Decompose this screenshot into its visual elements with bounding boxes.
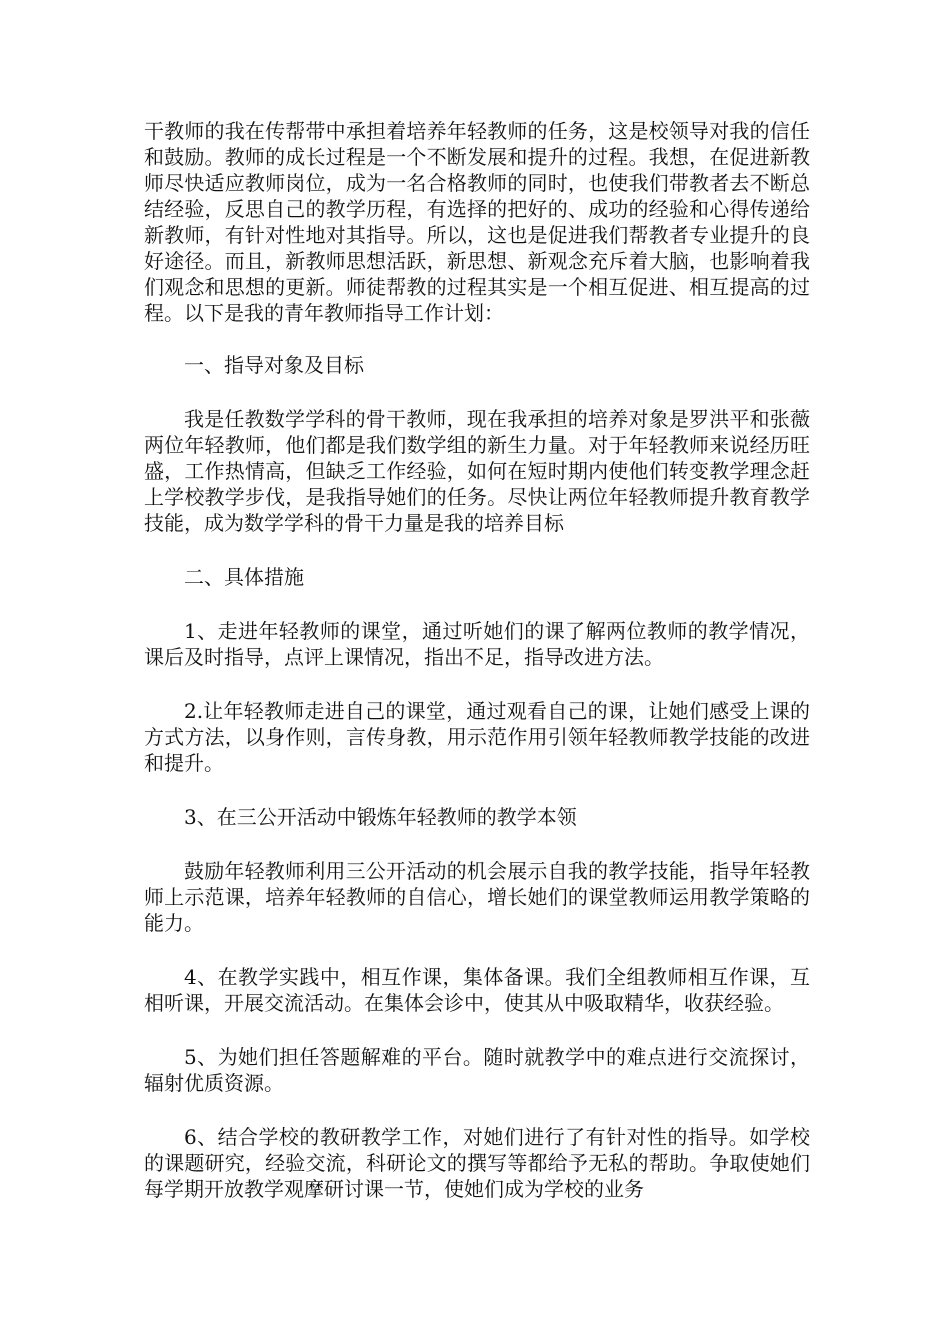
section-heading-measures: 二、具体措施 xyxy=(184,565,304,589)
targets-paragraph: 我是任教数学学科的骨干教师，现在我承担的培养对象是罗洪平和张薇两位年轻教师，他们都是我们数学组的新生力量。对于年轻教师来说经历旺盛，工作热情高，但缺乏工作经验，如何在短时期内使他们转变教学理念赶上学校教学步伐，是我指导她们的任务。尽快让两位年轻教师提升教育教学技能，成为数学学科的骨干力量是我的培养目标 xyxy=(144,407,810,535)
measure-item-3-body: 鼓励年轻教师利用三公开活动的机会展示自我的教学技能，指导年轻教师上示范课，培养年轻教师的自信心，增长她们的课堂教师运用教学策略的能力。 xyxy=(144,859,810,935)
intro-paragraph: 干教师的我在传帮带中承担着培养年轻教师的任务，这是校领导对我的信任和鼓励。教师的成长过程是一个不断发展和提升的过程。我想，在促进新教师尽快适应教师岗位，成为一名合格教师的同时，也使我们带教者去不断总结经验，反思自己的教学历程，有选择的把好的、成功的经验和心得传递给新教师，有针对性地对其指导。所以，这也是促进我们帮教者专业提升的良好途径。而且，新教师思想活跃，新思想、新观念充斥着大脑，也影响着我们观念和思想的更新。师徒帮教的过程其实是一个相互促进、相互提高的过程。以下是我的青年教师指导工作计划： xyxy=(144,119,810,325)
section-heading-targets: 一、指导对象及目标 xyxy=(184,353,364,377)
measure-item-4: 4、在教学实践中，相互作课，集体备课。我们全组教师相互作课，互相听课，开展交流活动。在集体会诊中，使其从中吸取精华，收获经验。 xyxy=(144,965,810,1015)
measure-item-3-heading: 3、在三公开活动中锻炼年轻教师的教学本领 xyxy=(184,805,577,829)
measure-item-6: 6、结合学校的教研教学工作，对她们进行了有针对性的指导。如学校的课题研究，经验交流，科研论文的撰写等都给予无私的帮助。争取使她们每学期开放教学观摩研讨课一节，使她们成为学校的业务 xyxy=(144,1125,810,1201)
measure-item-2: 2.让年轻教师走进自己的课堂，通过观看自己的课，让她们感受上课的方式方法，以身作则，言传身教，用示范作用引领年轻教师教学技能的改进和提升。 xyxy=(144,699,810,775)
measure-item-1: 1、走进年轻教师的课堂，通过听她们的课了解两位教师的教学情况，课后及时指导，点评上课情况，指出不足，指导改进方法。 xyxy=(144,619,810,669)
document-body xyxy=(144,118,810,1230)
measure-item-5: 5、为她们担任答题解难的平台。随时就教学中的难点进行交流探讨，辐射优质资源。 xyxy=(144,1045,810,1095)
